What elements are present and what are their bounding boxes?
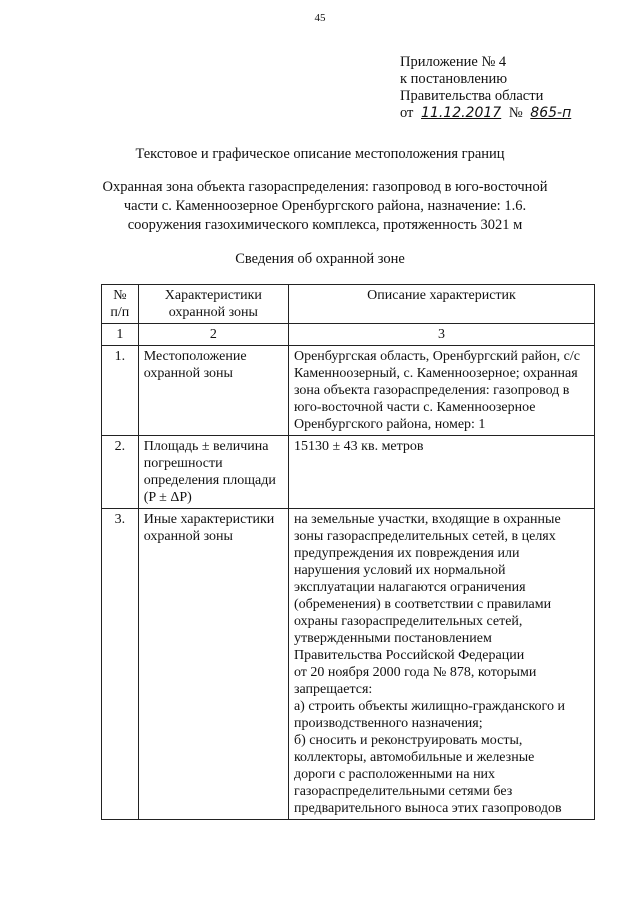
- page-number: 45: [314, 12, 326, 24]
- date-prefix: от: [400, 105, 414, 121]
- document-title: Текстовое и графическое описание местоположения границ: [135, 146, 505, 162]
- description-line: (обременения) в соответствии с правилами: [293, 597, 552, 612]
- appendix-line-3: Правительства области: [400, 88, 544, 104]
- description-line: эксплуатации налагаются ограничения: [293, 580, 526, 595]
- header-description: Описание характеристик: [288, 285, 594, 324]
- table-header-row: [102, 285, 595, 324]
- row-description: [288, 509, 594, 820]
- row-characteristic: Иные характеристики охранной зоны: [138, 509, 288, 820]
- appendix-line-2: к постановлению: [400, 71, 508, 87]
- appendix-date-line: [400, 105, 575, 122]
- table-row: [102, 436, 595, 509]
- description-line: нарушения условий их нормальной: [293, 563, 506, 578]
- table-row: [102, 346, 595, 436]
- row-description: 15130 ± 43 кв. метров: [288, 436, 594, 509]
- description-line: газораспределительными сетями без: [293, 784, 513, 799]
- header-characteristics: Характеристики охранной зоны: [138, 285, 288, 324]
- table-index-row: [102, 324, 595, 346]
- index-cell-2: 2: [138, 324, 288, 346]
- description-line: предупреждения их повреждения или: [293, 546, 520, 561]
- row-characteristic: Местоположение охранной зоны: [138, 346, 288, 436]
- description-line: охраны газораспределительных сетей,: [293, 614, 523, 629]
- description-line: Правительства Российской Федерации: [293, 648, 525, 663]
- description-line: на земельные участки, входящие в охранные: [293, 512, 561, 527]
- index-cell-1: 1: [102, 324, 139, 346]
- description-line: утвержденными постановлением: [293, 631, 492, 646]
- row-characteristic: Площадь ± величина погрешности определения площади (P ± ΔP): [138, 436, 288, 509]
- appendix-line-1: Приложение № 4: [400, 54, 507, 70]
- handwritten-number: 865-п: [530, 105, 572, 121]
- description-line: от 20 ноября 2000 года № 878, которыми: [293, 665, 537, 680]
- table-row: [102, 509, 595, 820]
- section-title: Сведения об охранной зоне: [235, 251, 405, 267]
- document-subtitle: Охранная зона объекта газораспределения: газопровод в юго-восточной части с. Каменноозерное Оренбургского района, назначение: 1.6. сооружения газохимического комплекса, протяженность 3021 м: [102, 179, 548, 233]
- protection-zone-table: [101, 284, 595, 820]
- row-number: 1.: [102, 346, 139, 436]
- row-number: 2.: [102, 436, 139, 509]
- appendix-block: [400, 54, 575, 122]
- description-line: дороги с расположенными на них: [293, 767, 496, 782]
- description-line: производственного назначения;: [293, 716, 483, 731]
- description-line: коллекторы, автомобильные и железные: [293, 750, 535, 765]
- header-number: № п/п: [102, 285, 139, 324]
- description-line: зоны газораспределительных сетей, в целях: [293, 529, 556, 544]
- row-description: Оренбургская область, Оренбургский район, с/с Каменноозерный, с. Каменноозерное; охранная зона объекта газораспределения: газопровод в юго-восточной части с. Каменноозерное Оренбургского района, номер: 1: [288, 346, 594, 436]
- index-cell-3: 3: [288, 324, 594, 346]
- handwritten-date: 11.12.2017: [421, 105, 502, 121]
- row-number: 3.: [102, 509, 139, 820]
- description-line: б) сносить и реконструировать мосты,: [293, 733, 523, 748]
- description-line: предварительного выноса этих газопроводов: [293, 801, 562, 816]
- number-prefix: №: [508, 105, 523, 121]
- description-line: запрещается:: [293, 682, 373, 697]
- description-line: а) строить объекты жилищно-гражданского и: [293, 699, 565, 714]
